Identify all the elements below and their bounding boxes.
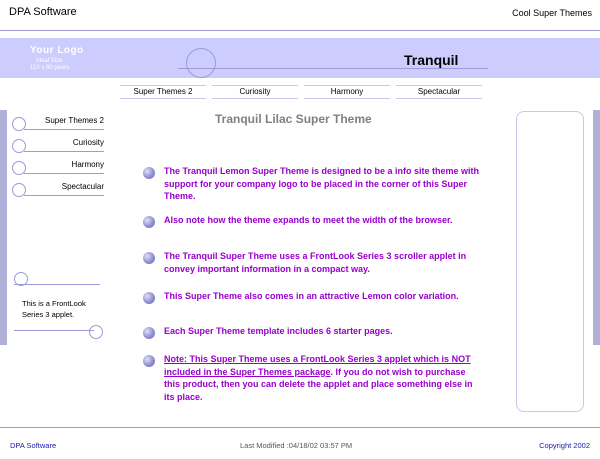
nav-underline (24, 195, 104, 196)
top-divider (0, 30, 600, 31)
content-paragraph: The Tranquil Lemon Super Theme is designed to be a info site theme with support for your company logo to be placed in the corner of this Super Theme. (164, 166, 480, 201)
nav-underline (24, 173, 104, 174)
page-title: Tranquil (404, 52, 459, 68)
content-note (164, 353, 484, 403)
applet-top-line (14, 284, 100, 285)
note-link[interactable]: Note: This Super Theme uses a FrontLook Series 3 applet which is NOT included in the Super Themes package (164, 354, 471, 377)
content-paragraph: The Tranquil Super Theme uses a FrontLook Series 3 scroller applet in convey important information in a compact way. (164, 251, 467, 274)
sidenav-item-spectacular[interactable] (12, 180, 104, 195)
sidenav-label[interactable]: Harmony (71, 160, 104, 169)
content-paragraph: Also note how the theme expands to meet the width of the browser. (164, 215, 453, 225)
right-accent-bar (593, 110, 600, 345)
footer-divider (0, 427, 600, 428)
content-heading: Tranquil Lilac Super Theme (215, 112, 372, 126)
sidenav-item-super-themes-2[interactable] (12, 114, 104, 129)
logo-placeholder-size-label: Ideal Size (36, 58, 63, 64)
bullet-icon (143, 167, 155, 179)
site-tagline: Cool Super Themes (512, 8, 592, 18)
bullet-icon (143, 252, 155, 264)
left-accent-bar (0, 110, 7, 345)
bullet-icon (143, 216, 155, 228)
logo-placeholder-title: Your Logo (30, 45, 84, 56)
scroller-applet-text: This is a FrontLook Series 3 applet. (22, 299, 86, 319)
footer-copyright: Copyright 2002 (539, 441, 590, 450)
content-paragraph: Each Super Theme template includes 6 starter pages. (164, 326, 393, 336)
footer-site-link[interactable]: DPA Software (10, 441, 57, 450)
applet-decor-circle-icon (89, 325, 103, 339)
topnav-item-harmony[interactable]: Harmony (304, 85, 390, 99)
site-name: DPA Software (9, 6, 77, 18)
applet-bottom-line (14, 330, 94, 331)
bullet-icon (143, 355, 155, 367)
bullet-icon (143, 327, 155, 339)
header-decor-line (178, 68, 488, 69)
nav-underline (24, 129, 104, 130)
right-side-panel (516, 111, 584, 412)
sidenav-label[interactable]: Curiosity (72, 138, 104, 147)
logo-placeholder-size-value: 110 x 60 pixels (30, 65, 70, 71)
sidenav-item-harmony[interactable] (12, 158, 104, 173)
nav-underline (24, 151, 104, 152)
note-text: . If you do not wish to purchase this product, then you can delete the applet and place something else in its place. (164, 366, 473, 402)
topnav-item-super-themes-2[interactable]: Super Themes 2 (120, 85, 206, 99)
footer-last-modified: Last Modified :04/18/02 03:57 PM (240, 441, 353, 450)
topnav-item-curiosity[interactable]: Curiosity (212, 85, 298, 99)
sidenav-item-curiosity[interactable] (12, 136, 104, 151)
sidenav-label[interactable]: Super Themes 2 (45, 116, 104, 125)
header-band (0, 38, 600, 78)
content-paragraph: This Super Theme also comes in an attractive Lemon color variation. (164, 291, 459, 301)
topnav-item-spectacular[interactable]: Spectacular (396, 85, 482, 99)
sidenav-label[interactable]: Spectacular (61, 182, 104, 191)
header-decor-circle-icon (186, 48, 216, 78)
bullet-icon (143, 292, 155, 304)
